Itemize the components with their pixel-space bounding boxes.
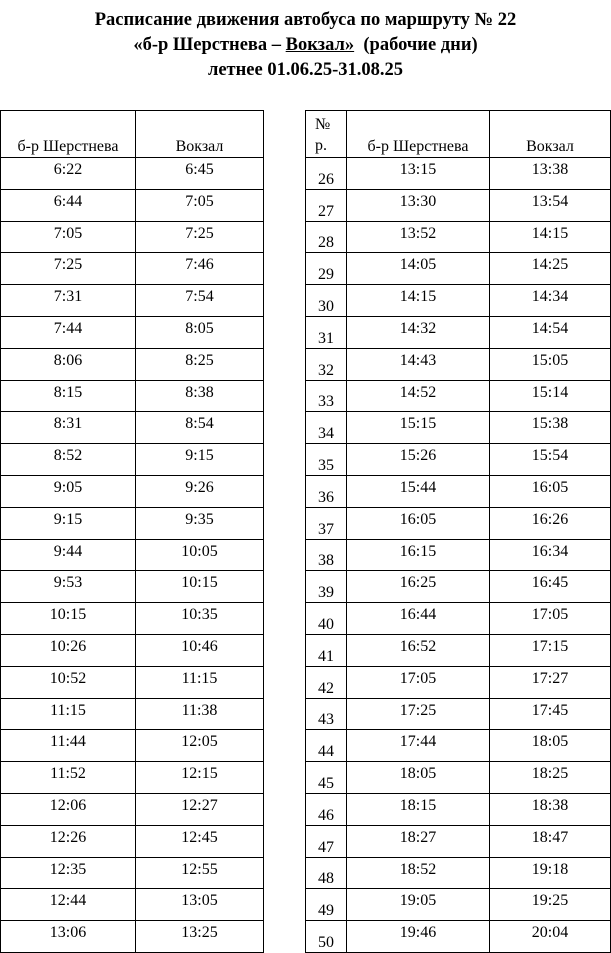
- right-arrival-time: 14:54: [490, 316, 611, 348]
- table-row: [1, 412, 611, 444]
- header-left-to: Вокзал: [136, 111, 264, 158]
- left-arrival-time: 7:46: [136, 253, 264, 285]
- right-arrival-time: 15:14: [490, 380, 611, 412]
- trip-number: 46: [306, 793, 347, 825]
- left-arrival-time: 7:25: [136, 221, 264, 253]
- table-row: [1, 762, 611, 794]
- left-arrival-time: 6:45: [136, 158, 264, 190]
- right-arrival-time: 13:54: [490, 189, 611, 221]
- left-departure-time: 10:26: [1, 634, 136, 666]
- right-arrival-time: 20:04: [490, 921, 611, 953]
- right-departure-time: 18:27: [347, 825, 490, 857]
- right-arrival-time: 16:34: [490, 539, 611, 571]
- left-arrival-time: 10:46: [136, 634, 264, 666]
- left-arrival-time: 9:26: [136, 475, 264, 507]
- trip-number: 48: [306, 857, 347, 889]
- column-gap: [264, 857, 306, 889]
- left-arrival-time: 9:35: [136, 507, 264, 539]
- left-departure-time: 12:26: [1, 825, 136, 857]
- column-gap: [264, 507, 306, 539]
- left-departure-time: 8:15: [1, 380, 136, 412]
- header-right-to: Вокзал: [490, 111, 611, 158]
- column-gap: [264, 698, 306, 730]
- left-arrival-time: 8:54: [136, 412, 264, 444]
- table-row: [1, 921, 611, 953]
- table-row: [1, 253, 611, 285]
- trip-number: 47: [306, 825, 347, 857]
- schedule-title: [0, 8, 611, 83]
- left-departure-time: 13:06: [1, 921, 136, 953]
- right-arrival-time: 14:15: [490, 221, 611, 253]
- column-gap: [264, 412, 306, 444]
- left-arrival-time: 12:45: [136, 825, 264, 857]
- trip-number: 35: [306, 444, 347, 476]
- title-station: Вокзал»: [285, 35, 355, 55]
- column-gap: [264, 793, 306, 825]
- left-departure-time: 8:52: [1, 444, 136, 476]
- trip-number: 27: [306, 189, 347, 221]
- right-arrival-time: 17:05: [490, 603, 611, 635]
- table-row: [1, 634, 611, 666]
- right-departure-time: 14:43: [347, 348, 490, 380]
- left-departure-time: 9:05: [1, 475, 136, 507]
- right-departure-time: 15:26: [347, 444, 490, 476]
- left-departure-time: 11:52: [1, 762, 136, 794]
- title-line-2: [0, 33, 611, 58]
- trip-number: 30: [306, 285, 347, 317]
- trip-number: 32: [306, 348, 347, 380]
- column-gap: [264, 111, 306, 158]
- left-departure-time: 11:15: [1, 698, 136, 730]
- right-departure-time: 18:05: [347, 762, 490, 794]
- right-departure-time: 16:05: [347, 507, 490, 539]
- right-arrival-time: 17:27: [490, 666, 611, 698]
- right-departure-time: 13:15: [347, 158, 490, 190]
- timetable: [0, 110, 611, 953]
- left-arrival-time: 7:05: [136, 189, 264, 221]
- right-arrival-time: 14:25: [490, 253, 611, 285]
- right-departure-time: 15:44: [347, 475, 490, 507]
- table-row: [1, 857, 611, 889]
- right-arrival-time: 15:54: [490, 444, 611, 476]
- right-arrival-time: 15:05: [490, 348, 611, 380]
- right-departure-time: 14:52: [347, 380, 490, 412]
- table-row: [1, 348, 611, 380]
- column-gap: [264, 889, 306, 921]
- right-departure-time: 16:25: [347, 571, 490, 603]
- left-arrival-time: 10:35: [136, 603, 264, 635]
- left-arrival-time: 7:54: [136, 285, 264, 317]
- column-gap: [264, 475, 306, 507]
- column-gap: [264, 316, 306, 348]
- left-arrival-time: 12:55: [136, 857, 264, 889]
- left-departure-time: 7:31: [1, 285, 136, 317]
- right-departure-time: 13:30: [347, 189, 490, 221]
- left-departure-time: 6:22: [1, 158, 136, 190]
- column-gap: [264, 285, 306, 317]
- trip-number: 28: [306, 221, 347, 253]
- column-gap: [264, 444, 306, 476]
- right-arrival-time: 18:05: [490, 730, 611, 762]
- left-departure-time: 12:06: [1, 793, 136, 825]
- left-arrival-time: 9:15: [136, 444, 264, 476]
- trip-number: 31: [306, 316, 347, 348]
- trip-number: 41: [306, 634, 347, 666]
- trip-number: 43: [306, 698, 347, 730]
- right-departure-time: 17:44: [347, 730, 490, 762]
- table-row: [1, 380, 611, 412]
- left-arrival-time: 12:05: [136, 730, 264, 762]
- title-day-type: (рабочие дни): [354, 35, 478, 55]
- right-arrival-time: 16:45: [490, 571, 611, 603]
- header-right-from: б-р Шерстнева: [347, 111, 490, 158]
- trip-number: 33: [306, 380, 347, 412]
- table-row: [1, 285, 611, 317]
- column-gap: [264, 189, 306, 221]
- left-departure-time: 7:05: [1, 221, 136, 253]
- left-departure-time: 9:53: [1, 571, 136, 603]
- table-row: [1, 189, 611, 221]
- left-departure-time: 8:06: [1, 348, 136, 380]
- trip-number: 40: [306, 603, 347, 635]
- trip-number: 29: [306, 253, 347, 285]
- table-row: [1, 698, 611, 730]
- left-departure-time: 10:52: [1, 666, 136, 698]
- right-arrival-time: 14:34: [490, 285, 611, 317]
- left-arrival-time: 8:25: [136, 348, 264, 380]
- column-gap: [264, 762, 306, 794]
- left-departure-time: 10:15: [1, 603, 136, 635]
- column-gap: [264, 730, 306, 762]
- left-arrival-time: 13:25: [136, 921, 264, 953]
- table-row: [1, 475, 611, 507]
- left-departure-time: 9:15: [1, 507, 136, 539]
- left-departure-time: 7:44: [1, 316, 136, 348]
- column-gap: [264, 158, 306, 190]
- trip-number: 37: [306, 507, 347, 539]
- trip-number: 42: [306, 666, 347, 698]
- trip-number: 36: [306, 475, 347, 507]
- right-departure-time: 14:05: [347, 253, 490, 285]
- column-gap: [264, 253, 306, 285]
- right-departure-time: 13:52: [347, 221, 490, 253]
- table-row: [1, 507, 611, 539]
- right-arrival-time: 17:45: [490, 698, 611, 730]
- table-row: [1, 539, 611, 571]
- trip-number: 44: [306, 730, 347, 762]
- right-departure-time: 16:15: [347, 539, 490, 571]
- right-arrival-time: 17:15: [490, 634, 611, 666]
- right-arrival-time: 18:47: [490, 825, 611, 857]
- column-gap: [264, 221, 306, 253]
- right-departure-time: 18:52: [347, 857, 490, 889]
- right-departure-time: 18:15: [347, 793, 490, 825]
- left-departure-time: 12:35: [1, 857, 136, 889]
- table-row: [1, 221, 611, 253]
- left-arrival-time: 11:38: [136, 698, 264, 730]
- left-departure-time: 11:44: [1, 730, 136, 762]
- header-trip-number: [306, 111, 347, 158]
- table-row: [1, 571, 611, 603]
- right-arrival-time: 15:38: [490, 412, 611, 444]
- left-arrival-time: 13:05: [136, 889, 264, 921]
- left-departure-time: 9:44: [1, 539, 136, 571]
- table-row: [1, 666, 611, 698]
- column-gap: [264, 825, 306, 857]
- table-row: [1, 730, 611, 762]
- title-route: «б-р Шерстнева –: [133, 35, 286, 55]
- right-departure-time: 16:44: [347, 603, 490, 635]
- header-num-line1: №: [315, 116, 331, 133]
- right-arrival-time: 18:38: [490, 793, 611, 825]
- trip-number: 39: [306, 571, 347, 603]
- left-arrival-time: 10:05: [136, 539, 264, 571]
- column-gap: [264, 539, 306, 571]
- right-departure-time: 14:15: [347, 285, 490, 317]
- title-line-3: летнее 01.06.25-31.08.25: [207, 60, 404, 80]
- title-line-1: Расписание движения автобуса по маршруту № 22: [94, 10, 517, 30]
- left-departure-time: 7:25: [1, 253, 136, 285]
- right-departure-time: 19:46: [347, 921, 490, 953]
- column-gap: [264, 380, 306, 412]
- table-header-row: [1, 111, 611, 158]
- right-departure-time: 15:15: [347, 412, 490, 444]
- right-arrival-time: 13:38: [490, 158, 611, 190]
- table-row: [1, 793, 611, 825]
- trip-number: 34: [306, 412, 347, 444]
- column-gap: [264, 571, 306, 603]
- left-departure-time: 12:44: [1, 889, 136, 921]
- trip-number: 50: [306, 921, 347, 953]
- table-row: [1, 158, 611, 190]
- table-row: [1, 444, 611, 476]
- right-arrival-time: 19:25: [490, 889, 611, 921]
- trip-number: 45: [306, 762, 347, 794]
- right-departure-time: 17:25: [347, 698, 490, 730]
- left-arrival-time: 12:15: [136, 762, 264, 794]
- right-departure-time: 14:32: [347, 316, 490, 348]
- left-departure-time: 8:31: [1, 412, 136, 444]
- left-departure-time: 6:44: [1, 189, 136, 221]
- left-arrival-time: 8:38: [136, 380, 264, 412]
- table-row: [1, 603, 611, 635]
- column-gap: [264, 666, 306, 698]
- table-row: [1, 889, 611, 921]
- right-departure-time: 16:52: [347, 634, 490, 666]
- right-arrival-time: 16:05: [490, 475, 611, 507]
- trip-number: 49: [306, 889, 347, 921]
- right-departure-time: 19:05: [347, 889, 490, 921]
- left-arrival-time: 12:27: [136, 793, 264, 825]
- column-gap: [264, 634, 306, 666]
- column-gap: [264, 603, 306, 635]
- table-row: [1, 316, 611, 348]
- right-arrival-time: 19:18: [490, 857, 611, 889]
- header-num-line2: р.: [315, 137, 327, 154]
- column-gap: [264, 348, 306, 380]
- left-arrival-time: 10:15: [136, 571, 264, 603]
- trip-number: 38: [306, 539, 347, 571]
- left-arrival-time: 8:05: [136, 316, 264, 348]
- trip-number: 26: [306, 158, 347, 190]
- column-gap: [264, 921, 306, 953]
- table-row: [1, 825, 611, 857]
- right-departure-time: 17:05: [347, 666, 490, 698]
- left-arrival-time: 11:15: [136, 666, 264, 698]
- right-arrival-time: 18:25: [490, 762, 611, 794]
- right-arrival-time: 16:26: [490, 507, 611, 539]
- header-left-from: б-р Шерстнева: [1, 111, 136, 158]
